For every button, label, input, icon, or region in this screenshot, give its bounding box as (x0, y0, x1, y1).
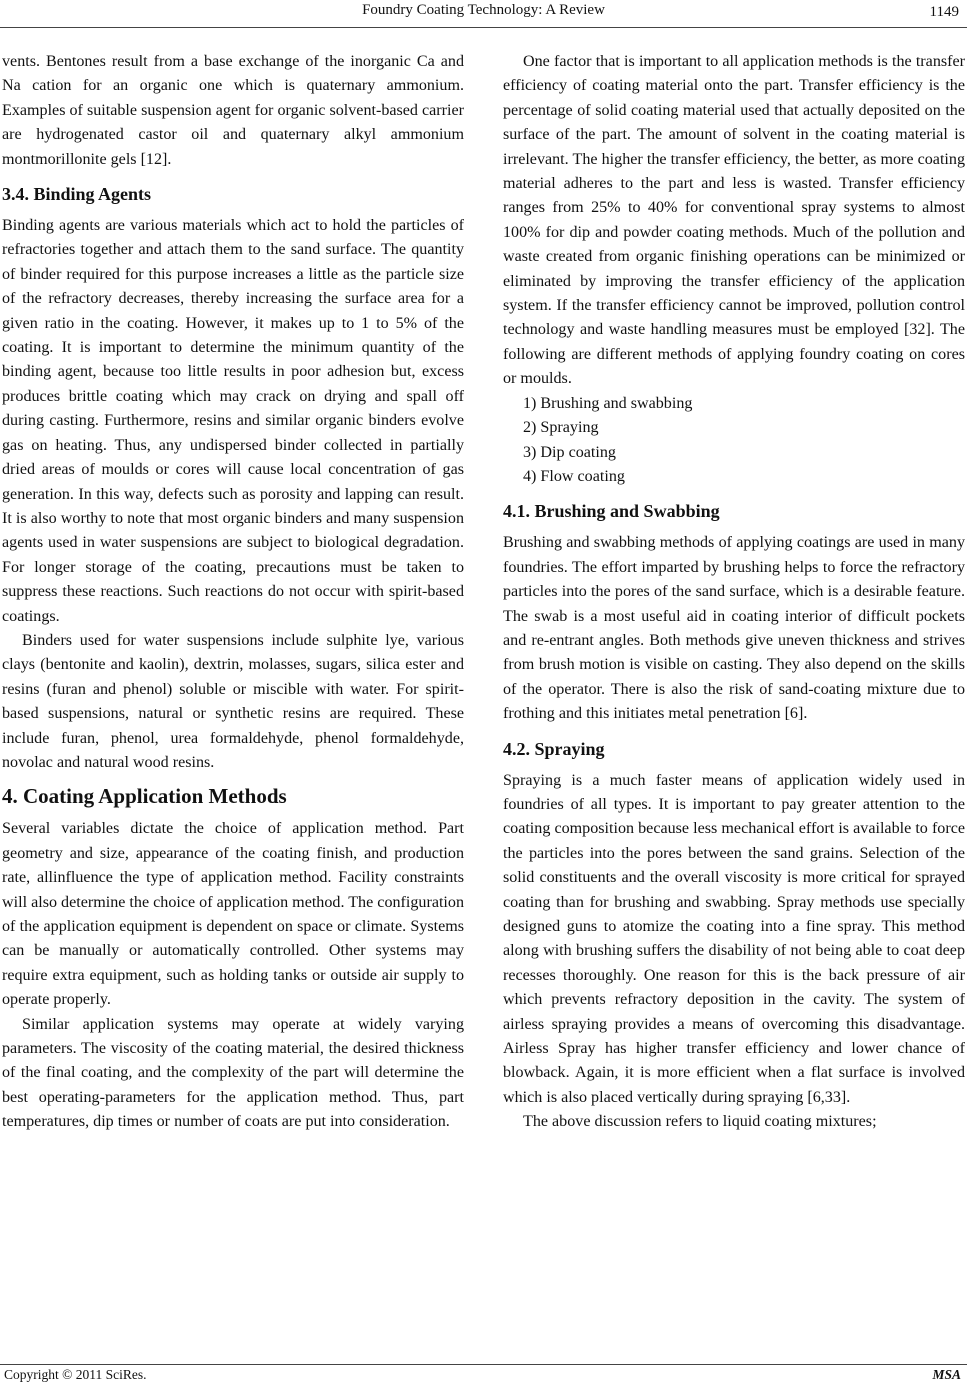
running-title: Foundry Coating Technology: A Review (362, 2, 605, 18)
paragraph-methods-1: Several variables dictate the choice of application method. Part geometry and size, appearance of the coating finish, and production rate, allinfluence the type of application method. Facility constraints will also determine the choice of application method. The configuration of the application equipment is dependent on space or climate. Systems can be manually or automatically controlled. Other systems may require extra equipment, such as holding tanks or outside air supply to operate properly. (2, 820, 464, 1009)
page-header (0, 0, 967, 30)
page-number: 1149 (929, 4, 959, 20)
heading-brushing-swabbing: 4.1. Brushing and Swabbing (503, 501, 720, 522)
paragraph-binding-1: Binding agents are various materials which act to hold the particles of refractories together and attach them to the sand surface. The quantity of binder required for this purpose increases a little as the particle size of the refractory decreases, thereby increasing the surface area for a given ratio in the coating. However, it makes up to 1 to 5% of the coating. It is important to determine the minimum quantity of the binding agent, because too little results in poor adhesion but, excess produces brittle coating which may crack on drying and spall off during casting. Furthermore, resins and similar organic binders evolve gas on heating. Thus, any undispersed binder collected in partially dried areas of moulds or cores will cause local concentration of gas generation. In this way, defects such as porosity and lapping can result. It is also worthy to note that most organic binders and many suspension agents used in water suspensions are subject to biological degradation. For longer storage of the coating, precautions must be taken to suppress these reactions. Such reactions do not occur with spirit-based coatings. (2, 217, 464, 625)
list-item: 1) Brushing and swabbing (523, 394, 693, 412)
right-column (503, 50, 965, 1135)
methods-list (503, 392, 965, 490)
paragraph-brushing: Brushing and swabbing methods of applying coatings are used in many foundries. The effort imparted by brushing helps to force the refractory particles into the pores of the sand surface, which is a desirable feature. The swab is a most useful aid in coating interior of difficult pockets and re-entrant angles. Both methods give uneven thickness and strives from brush motion is visible on casting. They also depend on the skills of the operator. There is also the risk of sand-coating mixture due to frothing and this initiates metal penetration [6]. (503, 534, 965, 723)
heading-coating-application-methods: 4. Coating Application Methods (2, 784, 287, 809)
paragraph-methods-2: Similar application systems may operate at widely varying parameters. The viscosity of the coating material, the desired thickness of the final coating, and the complexity of the part will determine the best operating-parameters for the application method. Thus, part temperatures, dip times or number of coats are put into consideration. (2, 1015, 464, 1131)
heading-binding-agents: 3.4. Binding Agents (2, 184, 152, 205)
left-column (2, 50, 464, 1135)
list-item: 2) Spraying (523, 419, 599, 437)
copyright-notice: Copyright © 2011 SciRes. (4, 1367, 147, 1382)
paragraph-binding-2: Binders used for water suspensions include sulphite lye, various clays (bentonite and kaolin), dextrin, molasses, sugars, silica ester and resins (furan and phenol) soluble or miscible with water. For spirit-based suspensions, natural or synthetic resins are required. These include furan, phenol, urea formaldehyde, phenol formaldehyde, novolac and natural wood resins. (2, 631, 464, 771)
header-rule (0, 27, 967, 28)
paragraph-transfer-efficiency: One factor that is important to all application methods is the transfer efficiency of coating material onto the part. Transfer efficiency is the percentage of solid coating material used that actually deposited on the surface of the part. The amount of solvent in the coating material is irrelevant. The higher the transfer efficiency, the better, as more coating material adheres to the part and less is wasted. Transfer efficiency ranges from 25% to 40% for conventional spray systems to almost 100% for dip and powder coating methods. Much of the pollution and waste created from organic finishing operations can be minimized or eliminated by improving the transfer efficiency of the application system. If the transfer efficiency cannot be improved, pollution control technology and waste handling measures must be employed [32]. The following are different methods of applying foundry coating on cores or moulds. (503, 53, 965, 388)
list-item: 4) Flow coating (523, 467, 625, 485)
list-item: 3) Dip coating (523, 443, 616, 461)
paragraph-final: The above discussion refers to liquid coating mixtures; (523, 1113, 877, 1131)
footer-rule (0, 1364, 967, 1365)
heading-spraying: 4.2. Spraying (503, 738, 605, 759)
journal-abbreviation: MSA (932, 1367, 961, 1382)
paragraph-spraying: Spraying is a much faster means of application widely used in foundries of all types. It is important to pay greater attention to the coating composition because less mechanical effort is available to force the particles into the pores between the sand grains. Selection of the solid constituents and the overall viscosity is more critical for sprayed coating than for brushing and swabbing. Spray methods use specially designed guns to atomize the coating into a fine spray. This method along with brushing suffers the disability of not being able to coat deep recesses thoroughly. One reason for this is the back pressure of air which prevents refractory deposition in the cavity. The system of airless spraying provides a means of overcoming this disadvantage. Airless Spray has higher transfer efficiency and lower chance of blowback. Again, it is more efficient when a flat surface is involved which is also placed vertically during spraying [6,33]. (503, 771, 965, 1106)
paragraph-intro: vents. Bentones result from a base exchange of the inorganic Ca and Na cation for an organic one which is quaternary ammonium. Examples of suitable suspension agent for organic solvent-based carrier are hydrogenated castor oil and quaternary alkyl ammonium montmorillonite gels [12]. (2, 53, 464, 168)
